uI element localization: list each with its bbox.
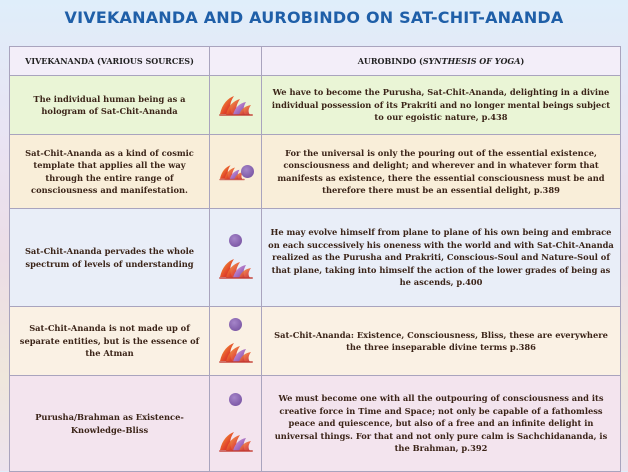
flame-icon: [216, 339, 256, 365]
header-aurobindo: AUROBINDO (SYNTHESIS OF YOGA): [262, 47, 621, 76]
page-title: VIVEKANANDA AND AUROBINDO ON SAT-CHIT-ANANDA: [64, 8, 564, 27]
icon-cell: [210, 307, 262, 376]
table-header-row: [10, 47, 621, 76]
table-row: [10, 376, 621, 472]
aurobindo-cell: Sat-Chit-Ananda: Existence, Consciousness, Bliss, these are everywhere the three inseparable divine terms p.386: [262, 307, 621, 376]
vivekananda-cell: The individual human being as a hologram of Sat-Chit-Ananda: [10, 76, 210, 135]
flame-icon: [216, 92, 256, 118]
header-vivekananda: VIVEKANANDA (VARIOUS SOURCES): [10, 47, 210, 76]
aurobindo-cell: For the universal is only the pouring out of the essential existence, consciousness and delight; and wherever and in whatever form that manifests as existence, there the essential consciousness must be and therefore there must be an essential delight, p.389: [262, 135, 621, 209]
flame-icon: [216, 255, 256, 281]
purple-dot-icon: [229, 234, 242, 247]
comparison-table: [9, 46, 621, 472]
purple-dot-icon: [229, 393, 242, 406]
table-row: [10, 76, 621, 135]
icon-cell: [210, 209, 262, 307]
vivekananda-cell: Purusha/Brahman as Existence-Knowledge-Bliss: [10, 376, 210, 472]
vivekananda-cell: Sat-Chit-Ananda as a kind of cosmic template that applies all the way through the entire range of consciousness and manifestation.: [10, 135, 210, 209]
vivekananda-cell: Sat-Chit-Ananda pervades the whole spectrum of levels of understanding: [10, 209, 210, 307]
purple-dot-icon: [229, 318, 242, 331]
aurobindo-cell: He may evolve himself from plane to plane of his own being and embrace on each successively his oneness with the world and with Sat-Chit-Ananda realized as the Purusha and Prakriti, Conscious-Soul and Nature-Soul of that plane, taking into himself the action of the lower grades of being as he ascends, p.400: [262, 209, 621, 307]
table-row: [10, 135, 621, 209]
aurobindo-cell: We must become one with all the outpouring of consciousness and its creative force in Time and Space; not only be capable of a fathomless peace and quiescence, but also of a free and an infinite delight in universal things. For that and not only pure calm is Sachchidananda, is the Brahman, p.392: [262, 376, 621, 472]
header-icon-column: [210, 47, 262, 76]
table-row: [10, 209, 621, 307]
vivekananda-cell: Sat-Chit-Ananda is not made up of separate entities, but is the essence of the Atman: [10, 307, 210, 376]
flame-icon: [216, 428, 256, 454]
icon-cell: [210, 376, 262, 472]
aurobindo-cell: We have to become the Purusha, Sat-Chit-Ananda, delighting in a divine individual possession of its Prakriti and no longer mental beings subject to our egoistic nature, p.438: [262, 76, 621, 135]
icon-cell: [210, 135, 262, 209]
icon-cell: [210, 76, 262, 135]
table-row: [10, 307, 621, 376]
purple-dot-icon: [241, 165, 254, 178]
